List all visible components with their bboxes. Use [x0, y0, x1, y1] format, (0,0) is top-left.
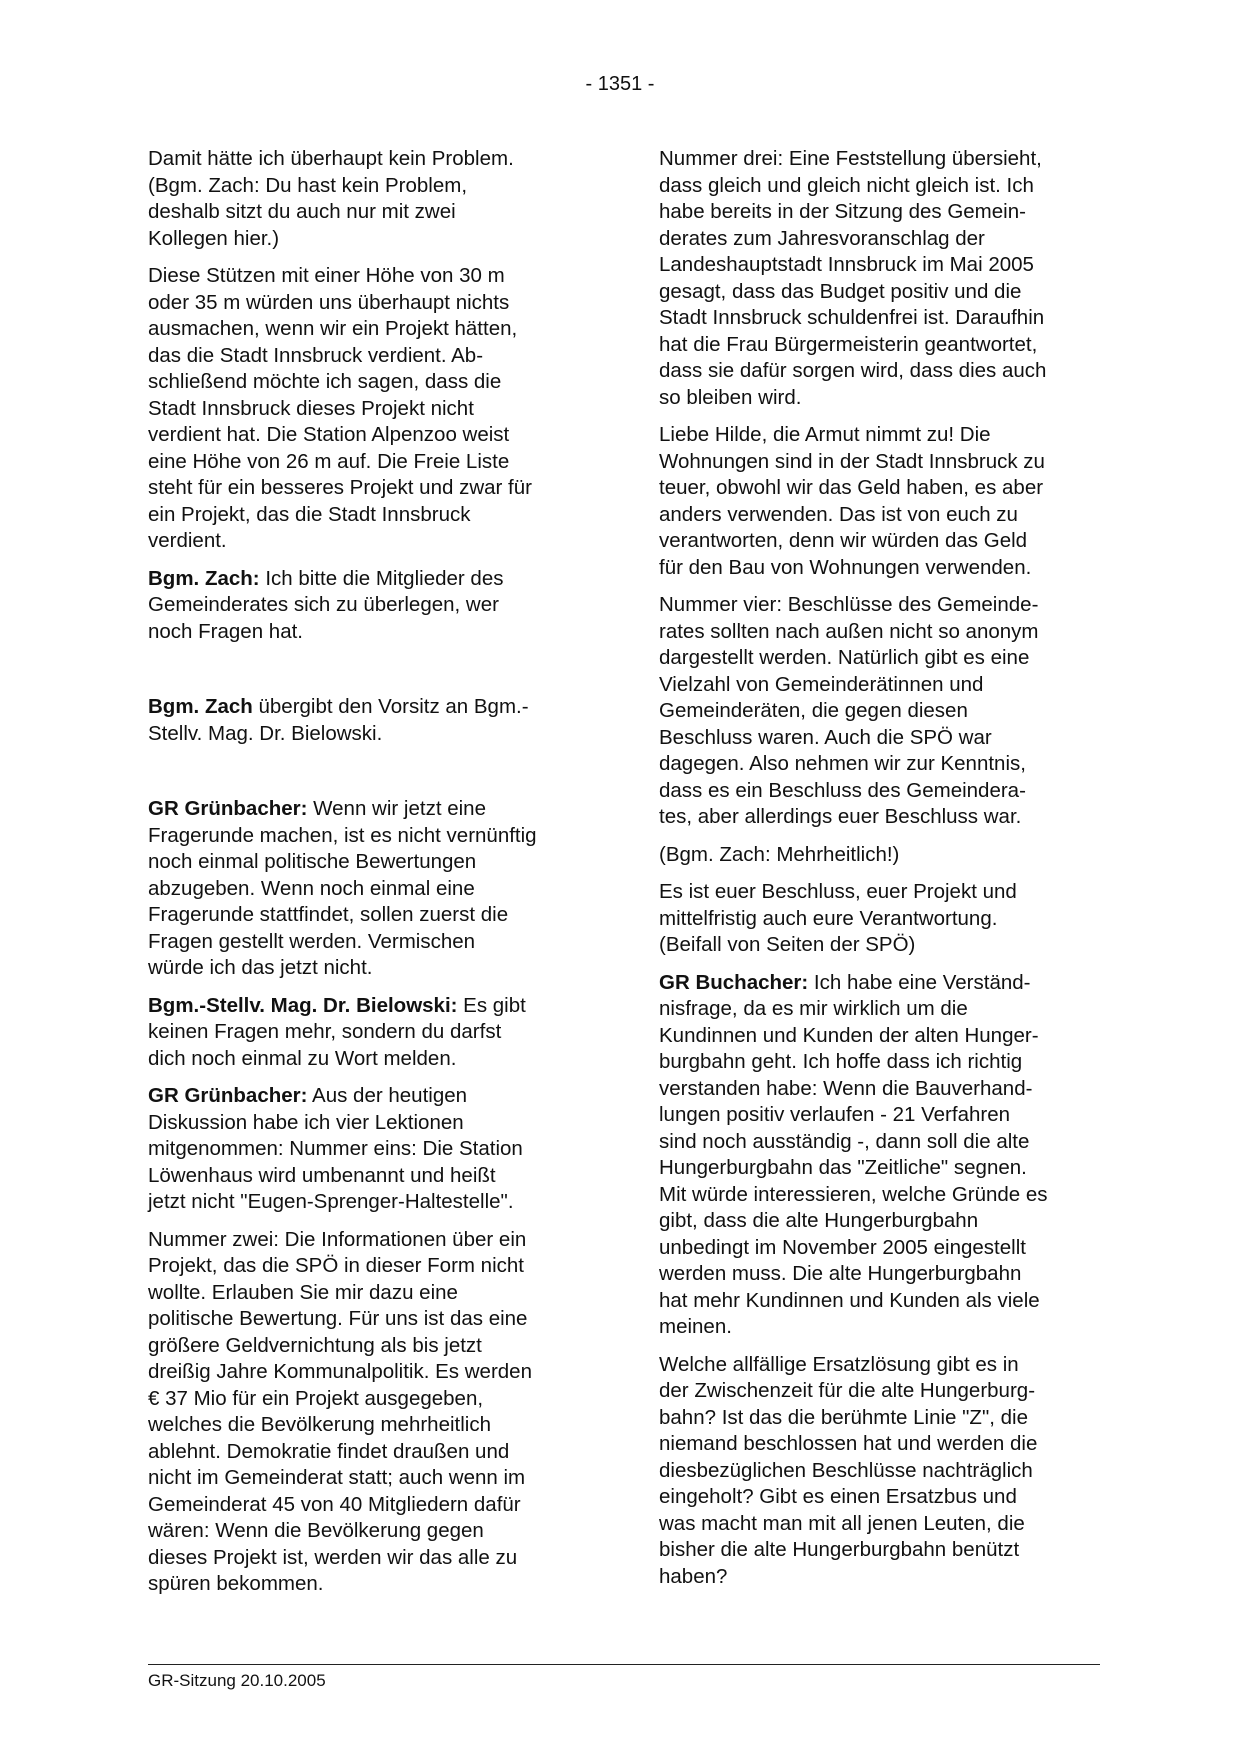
paragraph-text: Ich habe eine Verständ- nisfrage, da es mir wirklich um die Kundinnen und Kunden der alten Hunger- burgbahn geht. Ich hoffe dass ich richtig verstanden habe: Wenn die Bauverhand- lungen positiv verlaufen - 21 Verfahren sind noch ausständig -, dann soll die alte Hungerburgbahn das "Zeitliche" segnen. Mit würde interessieren, welche Gründe es gibt, dass die alte Hungerburgbahn unbedingt im November 2005 eingestellt werden muss. Die alte Hungerburgbahn hat mehr Kundinnen und Kunden als viele meinen. — [659, 970, 1048, 1338]
paragraph — [659, 842, 1099, 869]
footer-session-date: GR-Sitzung 20.10.2005 — [148, 1671, 326, 1690]
paragraph — [148, 566, 588, 646]
paragraph-text: Wenn wir jetzt eine Fragerunde machen, ist es nicht vernünftig noch einmal politische Bewertungen abzugeben. Wenn noch einmal eine Fragerunde stattfindet, sollen zuerst die Fragen gestellt werden. Vermischen würde ich das jetzt nicht. — [148, 797, 537, 979]
paragraph — [148, 796, 588, 982]
paragraph-text: Diese Stützen mit einer Höhe von 30 m oder 35 m würden uns überhaupt nichts ausmachen, wenn wir ein Projekt hätten, das die Stadt Innsbruck verdient. Ab- schließend möchte ich sagen, dass die Stadt Innsbruck dieses Projekt nicht verdient hat. Die Station Alpenzoo weist eine Höhe von 26 m auf. Die Freie Liste steht für ein besseres Projekt und zwar für ein Projekt, das die Stadt Innsbruck verdient. — [148, 264, 532, 552]
speaker-label: Bgm. Zach — [148, 695, 253, 718]
paragraph — [659, 592, 1099, 831]
paragraph — [148, 1083, 588, 1216]
paragraph — [148, 694, 588, 747]
paragraph — [148, 993, 588, 1073]
paragraph-text: Es ist euer Beschluss, euer Projekt und mittelfristig auch eure Verantwortung. (Beifall von Seiten der SPÖ) — [659, 880, 1017, 956]
paragraph — [659, 1352, 1099, 1591]
paragraph-text: Es gibt keinen Fragen mehr, sondern du darfst dich noch einmal zu Wort melden. — [148, 993, 526, 1070]
footer-divider — [148, 1664, 1100, 1665]
speaker-label: GR Grünbacher: — [148, 1084, 308, 1107]
speaker-label: Bgm. Zach: — [148, 566, 260, 590]
right-column — [659, 146, 1099, 1601]
paragraph — [148, 263, 588, 555]
paragraph-text: Nummer drei: Eine Feststellung übersieht, dass gleich und gleich nicht gleich ist. Ich habe bereits in der Sitzung des Gemein- derates zum Jahresvoranschlag der Landeshauptstadt Innsbruck im Mai 2005 gesagt, dass das Budget positiv und die Stadt Innsbruck schuldenfrei ist. Daraufhin hat die Frau Bürgermeisterin geantwortet, dass sie dafür sorgen wird, dass dies auch so bleiben wird. — [659, 147, 1047, 409]
paragraph-text: Aus der heutigen Diskussion habe ich vier Lektionen mitgenommen: Nummer eins: Die Station Löwenhaus wird umbenannt und heißt jetzt nicht "Eugen-Sprenger-Haltestelle". — [148, 1084, 523, 1213]
paragraph — [659, 422, 1099, 581]
paragraph-text: Ich bitte die Mitglieder des Gemeinderates sich zu überlegen, wer noch Fragen hat. — [148, 566, 504, 643]
speaker-label: GR Grünbacher: — [148, 797, 308, 820]
paragraph-text: übergibt den Vorsitz an Bgm.- Stellv. Mag. Dr. Bielowski. — [148, 695, 529, 745]
paragraph-text: (Bgm. Zach: Mehrheitlich!) — [659, 842, 900, 866]
paragraph — [148, 146, 588, 252]
left-column — [148, 146, 588, 1609]
paragraph-text: Nummer vier: Beschlüsse des Gemeinde- rates sollten nach außen nicht so anonym dargestellt werden. Natürlich gibt es eine Vielzahl von Gemeinderätinnen und Gemeinderäten, die gegen diesen Beschluss waren. Auch die SPÖ war dagegen. Also nehmen wir zur Kenntnis, dass es ein Beschluss des Gemeindera- tes, aber allerdings euer Beschluss war. — [659, 593, 1039, 828]
paragraph — [148, 1227, 588, 1598]
speaker-label: Bgm.-Stellv. Mag. Dr. Bielowski: — [148, 993, 458, 1017]
page-number: - 1351 - — [585, 73, 655, 95]
speaker-label: GR Buchacher: — [659, 970, 809, 994]
paragraph — [659, 146, 1099, 411]
paragraph-text: Nummer zwei: Die Informationen über ein Projekt, das die SPÖ in dieser Form nicht wollte. Erlauben Sie mir dazu eine politische Bewertung. Für uns ist das eine größere Geldvernichtung als bis jetzt dreißig Jahre Kommunalpolitik. Es werden € 37 Mio für ein Projekt ausgegeben, welches die Bevölkerung mehrheitlich ablehnt. Demokratie findet draußen und nicht im Gemeinderat statt; auch wenn im Gemeinderat 45 von 40 Mitgliedern dafür wären: Wenn die Bevölkerung gegen dieses Projekt ist, werden wir das alle zu spüren bekommen. — [148, 1227, 532, 1595]
paragraph — [659, 970, 1099, 1341]
paragraph-text: Damit hätte ich überhaupt kein Problem. (Bgm. Zach: Du hast kein Problem, deshalb sitzt du auch nur mit zwei Kollegen hier.) — [148, 147, 514, 250]
paragraph-text: Liebe Hilde, die Armut nimmt zu! Die Wohnungen sind in der Stadt Innsbruck zu teuer, obwohl wir das Geld haben, es aber anders verwenden. Das ist von euch zu verantworten, denn wir würden das Geld für den Bau von Wohnungen verwenden. — [659, 423, 1045, 579]
paragraph-text: Welche allfällige Ersatzlösung gibt es in der Zwischenzeit für die alte Hungerburg- bahn? Ist das die berühmte Linie "Z", die niemand beschlossen hat und werden die diesbezüglichen Beschlüsse nachträglich eingeholt? Gibt es einen Ersatzbus und was macht man mit all jenen Leuten, die bisher die alte Hungerburgbahn benützt haben? — [659, 1352, 1038, 1588]
paragraph — [659, 879, 1099, 959]
